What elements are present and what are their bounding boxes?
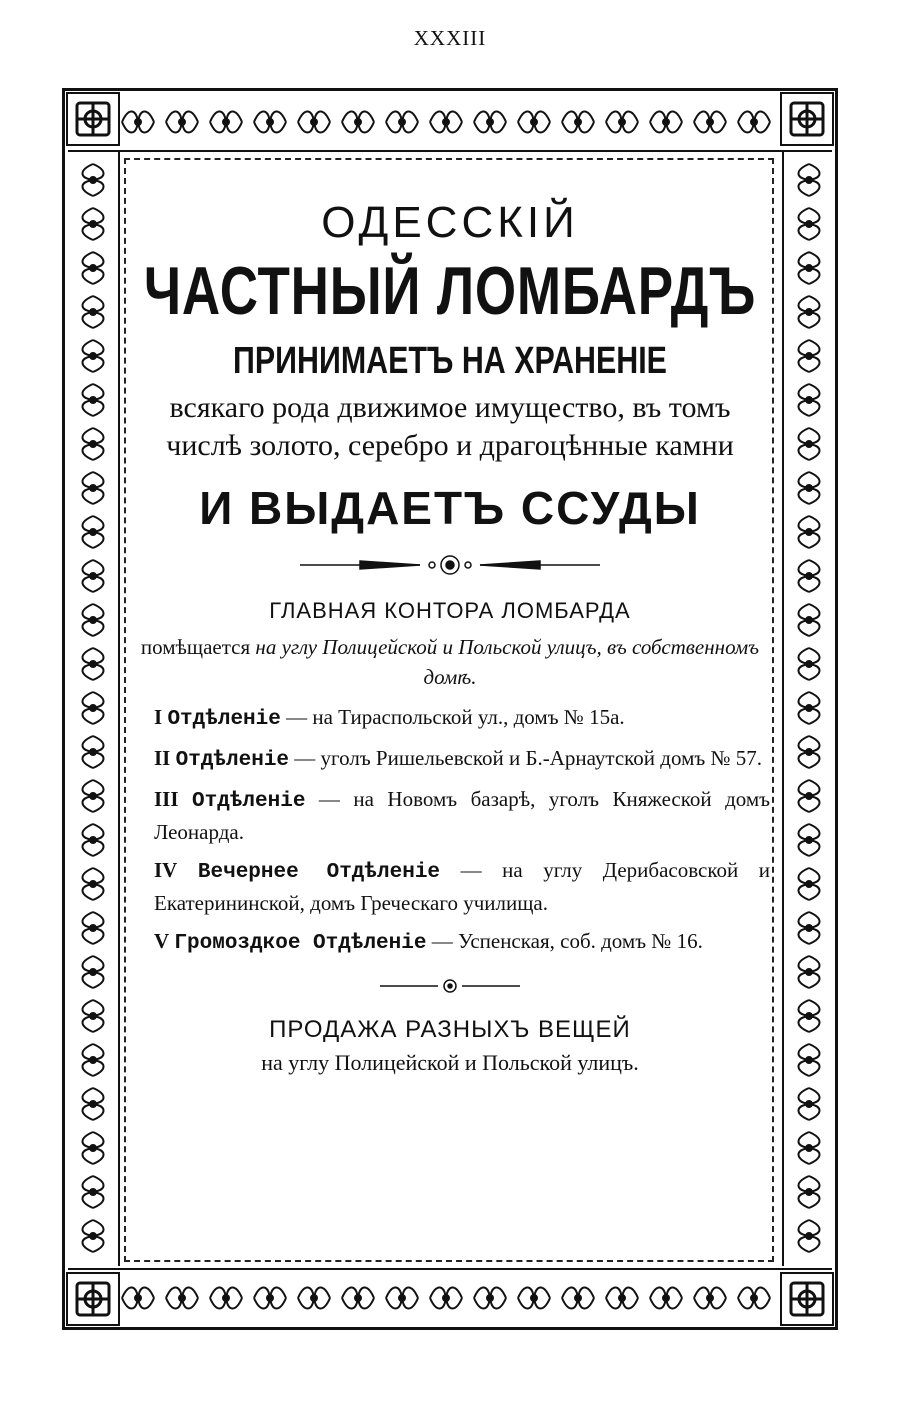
- frame-border-bottom: [68, 1268, 832, 1326]
- scroll-ornament-icon: [738, 112, 770, 133]
- scroll-ornament-icon: [122, 1288, 154, 1309]
- scroll-ornament-icon: [738, 1288, 770, 1309]
- scroll-ornament-icon: [799, 472, 820, 504]
- frame-border-left: [68, 152, 120, 1266]
- scroll-ornament-icon: [799, 296, 820, 328]
- scroll-ornament-icon: [83, 428, 104, 460]
- scroll-ornament-icon: [83, 912, 104, 944]
- location-prefix: помѣщается: [140, 635, 251, 659]
- branch-name: Вечернее Отдѣленіе: [197, 861, 441, 884]
- scroll-ornament-icon: [83, 560, 104, 592]
- scroll-ornament-icon: [342, 1288, 374, 1309]
- scroll-ornament-icon: [518, 1288, 550, 1309]
- scroll-ornament-icon: [83, 472, 104, 504]
- scroll-ornament-icon: [799, 736, 820, 768]
- frame-border-top: [68, 94, 832, 152]
- advertisement-content: [130, 190, 770, 1076]
- scroll-ornament-icon: [83, 516, 104, 548]
- divider-ornament-icon: [300, 553, 600, 577]
- scroll-ornament-icon: [386, 1288, 418, 1309]
- scroll-ornament-icon: [83, 252, 104, 284]
- scroll-ornament-icon: [518, 112, 550, 133]
- branch-item: [154, 743, 770, 776]
- head-office-title: ГЛАВНАЯ КОНТОРА ЛОМБАРДА: [269, 598, 631, 623]
- scroll-ornament-icon: [606, 1288, 638, 1309]
- scroll-ornament-icon: [799, 208, 820, 240]
- sale-title: ПРОДАЖА РАЗНЫХЪ ВЕЩЕЙ: [269, 1016, 631, 1043]
- scroll-ornament-icon: [83, 208, 104, 240]
- scroll-ornament-icon: [799, 560, 820, 592]
- scroll-ornament-icon: [430, 112, 462, 133]
- scroll-ornament-icon: [799, 824, 820, 856]
- scroll-ornament-icon: [83, 692, 104, 724]
- scroll-ornament-icon: [694, 112, 726, 133]
- scroll-ornament-icon: [83, 604, 104, 636]
- scroll-ornament-icon: [474, 1288, 506, 1309]
- scroll-ornament-icon: [83, 780, 104, 812]
- scroll-ornament-icon: [799, 1000, 820, 1032]
- scroll-ornament-icon: [799, 956, 820, 988]
- scroll-ornament-icon: [122, 112, 154, 133]
- branch-address: — на углу Дерибасовской и Екатерининской, домъ Греческаго училища.: [154, 858, 771, 915]
- scroll-ornament-icon: [83, 164, 104, 196]
- scroll-ornament-icon: [386, 112, 418, 133]
- branch-item: [154, 855, 770, 918]
- title-loans: И ВЫДАЕТЪ ССУДЫ: [199, 482, 701, 534]
- scroll-ornament-icon: [799, 648, 820, 680]
- scroll-ornament-icon: [83, 1220, 104, 1252]
- scroll-ornament-icon: [166, 1288, 198, 1309]
- scroll-ornament-icon: [650, 112, 682, 133]
- title-pawnshop: ЧАСТНЫЙ ЛОМБАРДЪ: [143, 253, 757, 329]
- branch-number: III: [154, 787, 179, 811]
- scroll-ornament-icon: [799, 1044, 820, 1076]
- divider-small-icon: [380, 977, 520, 995]
- branch-address: — Успенская, соб. домъ № 16.: [431, 929, 703, 953]
- scroll-ornament-icon: [799, 384, 820, 416]
- scroll-ornament-icon: [799, 912, 820, 944]
- scroll-ornament-icon: [799, 428, 820, 460]
- scroll-ornament-icon: [298, 112, 330, 133]
- title-odessa: ОДЕССКІЙ: [321, 198, 579, 247]
- scroll-ornament-icon: [474, 112, 506, 133]
- branch-name: Громоздкое Отдѣленіе: [174, 932, 427, 955]
- scroll-ornament-icon: [83, 340, 104, 372]
- branch-number: IV: [154, 858, 178, 882]
- scroll-ornament-icon: [799, 1220, 820, 1252]
- scroll-ornament-icon: [83, 1000, 104, 1032]
- scroll-ornament-icon: [430, 1288, 462, 1309]
- scroll-ornament-icon: [83, 1088, 104, 1120]
- scroll-ornament-icon: [799, 252, 820, 284]
- scroll-ornament-icon: [799, 340, 820, 372]
- scroll-ornament-icon: [166, 112, 198, 133]
- corner-knot-icon: [780, 1272, 834, 1326]
- scroll-ornament-icon: [799, 868, 820, 900]
- scroll-ornament-icon: [562, 112, 594, 133]
- scroll-ornament-icon: [650, 1288, 682, 1309]
- branch-number: II: [154, 746, 171, 770]
- sale-address: на углу Полицейской и Польской улицъ.: [261, 1050, 639, 1075]
- scroll-ornament-icon: [799, 516, 820, 548]
- scroll-ornament-icon: [83, 296, 104, 328]
- scroll-ornament-icon: [298, 1288, 330, 1309]
- scroll-ornament-icon: [694, 1288, 726, 1309]
- scroll-ornament-icon: [342, 112, 374, 133]
- scroll-ornament-icon: [799, 164, 820, 196]
- scroll-ornament-icon: [83, 956, 104, 988]
- description: всякаго рода движимое имущество, въ томъ числѣ золото, серебро и драгоцѣнные камни: [166, 391, 734, 462]
- scroll-ornament-icon: [799, 692, 820, 724]
- branch-name: Отдѣленіе: [167, 708, 281, 731]
- scroll-ornament-icon: [83, 736, 104, 768]
- corner-knot-icon: [66, 1272, 120, 1326]
- scroll-ornament-icon: [83, 868, 104, 900]
- scroll-ornament-icon: [799, 604, 820, 636]
- scroll-ornament-icon: [83, 1132, 104, 1164]
- branch-item: [154, 926, 770, 959]
- branch-number: I: [154, 705, 163, 729]
- branch-address: — на Тираспольской ул., домъ № 15а.: [286, 705, 625, 729]
- scroll-ornament-icon: [83, 648, 104, 680]
- branch-name: Отдѣленіе: [192, 790, 306, 813]
- branch-item: [154, 702, 770, 735]
- scroll-ornament-icon: [210, 112, 242, 133]
- scroll-ornament-icon: [606, 112, 638, 133]
- location-address: на углу Полицейской и Польской улицъ, въ собственномъ домѣ.: [255, 635, 760, 689]
- branch-address: — уголъ Ришельевской и Б.-Арнаутской домъ № 57.: [294, 746, 763, 770]
- corner-knot-icon: [66, 92, 120, 146]
- scroll-ornament-icon: [210, 1288, 242, 1309]
- scroll-ornament-icon: [799, 1132, 820, 1164]
- scroll-ornament-icon: [83, 824, 104, 856]
- scroll-ornament-icon: [799, 1088, 820, 1120]
- branch-list: [154, 702, 770, 959]
- frame-border-right: [782, 152, 834, 1266]
- scroll-ornament-icon: [799, 1176, 820, 1208]
- branch-item: [154, 784, 770, 847]
- scroll-ornament-icon: [562, 1288, 594, 1309]
- scroll-ornament-icon: [83, 1044, 104, 1076]
- head-office-location: [140, 632, 760, 692]
- scroll-ornament-icon: [254, 1288, 286, 1309]
- corner-knot-icon: [780, 92, 834, 146]
- scroll-ornament-icon: [254, 112, 286, 133]
- scroll-ornament-icon: [799, 780, 820, 812]
- branch-name: Отдѣленіе: [175, 749, 290, 772]
- page-number: XXXIII: [413, 26, 487, 50]
- title-accepts-storage: ПРИНИМАЕТЪ НА ХРАНЕНІЕ: [233, 340, 667, 382]
- branch-address: — на Новомъ базарѣ, уголъ Княжеской домъ Леонарда.: [154, 787, 771, 844]
- scroll-ornament-icon: [83, 1176, 104, 1208]
- branch-number: V: [154, 929, 170, 953]
- scroll-ornament-icon: [83, 384, 104, 416]
